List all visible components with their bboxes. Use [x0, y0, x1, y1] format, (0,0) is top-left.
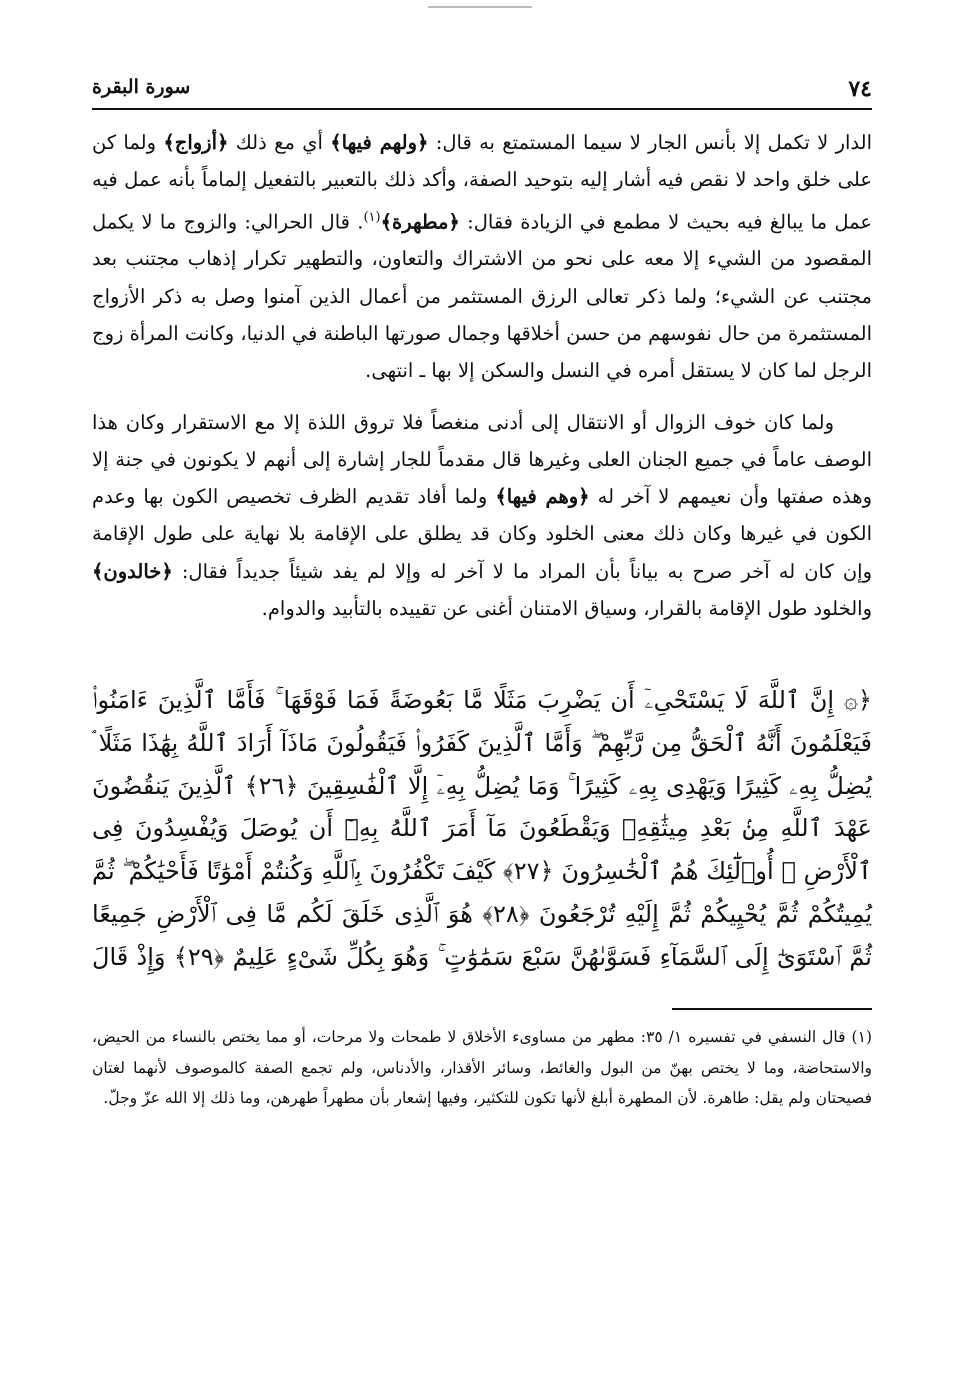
paragraph-text: ولما أفاد تقديم الظرف تخصيص الكون بها وعدم الكون في غيرها وكان ذلك معنى الخلود وكان قد يطلق على الإقامة بلا نهاية على طول الإقامة وإن كان له آخر صرح به بياناً بأن المراد ما لا آخر له وإلا لم يفد شيئاً جديداً فقال: [92, 485, 872, 583]
paragraph-text: أي مع ذلك [228, 131, 331, 154]
commentary-text [92, 124, 872, 627]
quran-quote: ﴿أزواج﴾ [163, 131, 229, 154]
footnote-text: قال النسفي في تفسيره ١/ ٣٥: مطهر من مساوىء الأخلاق لا طمحات ولا مرحات، أو مما يختص بالنساء من الحيض، والاستحاضة، وما لا يختص بهنّ من البول والغائط، وسائر الأقذار، والأدناس، ولم تجمع الصفة كالموصوف لأنهما لغتان فصيحتان ولم يقل: طاهرة. لأن المطهرة أبلغ لأنها تكون للتكثير، وفيها إشعار بأن مطهراً طهرهن، وما ذلك إلا الله عزّ وجلّ. [92, 1028, 872, 1108]
quran-quote: ﴿مطهرة﴾ [380, 210, 460, 234]
quran-quote: ﴿خالدون﴾ [92, 559, 173, 583]
paragraph-text: . قال الحرالي: والزوج ما لا يكمل المقصود من الشيء إلا معه على نحو من الاشتراك والتعاون، والتطهير تكرار إذهاب مجتنب بعد مجتنب عن الشيء؛ ولما ذكر تعالى الرزق المستثمر من أعمال الذين آمنوا وصل به ذكر الأزواج المستثمرة من حال نفوسهم من حسن أخلاقها وجمال صورتها الباطنة في الدنيا، وكانت المرأة زوج الرجل لما كان لا يستقل أمره في النسل والسكن إلا بها ـ انتهى. [92, 210, 872, 383]
book-page [92, 76, 872, 1366]
top-scan-mark [428, 6, 532, 8]
quran-verses-block: ﴿۞ إِنَّ ٱللَّهَ لَا يَسْتَحْىِۦٓ أَن يَضْرِبَ مَثَلًا مَّا بَعُوضَةً فَمَا فَوْقَهَا ۚ فَأَمَّا ٱلَّذِينَ ءَامَنُوا۟ فَيَعْلَمُونَ أَنَّهُ ٱلْحَقُّ مِن رَّبِّهِمْ ۖ وَأَمَّا ٱلَّذِينَ كَفَرُوا۟ فَيَقُولُونَ مَاذَآ أَرَادَ ٱللَّهُ بِهَٰذَا مَثَلًا ۘ يُضِلُّ بِهِۦ كَثِيرًا وَيَهْدِى بِهِۦ كَثِيرًا ۚ وَمَا يُضِلُّ بِهِۦٓ إِلَّا ٱلْفَٰسِقِينَ ﴿٢٦﴾ ٱلَّذِينَ يَنقُضُونَ عَهْدَ ٱللَّهِ مِنۢ بَعْدِ مِيثَٰقِهِۦ وَيَقْطَعُونَ مَآ أَمَرَ ٱللَّهُ بِهِۦٓ أَن يُوصَلَ وَيُفْسِدُونَ فِى ٱلْأَرْضِ ۚ أُو۟لَٰٓئِكَ هُمُ ٱلْخَٰسِرُونَ ﴿٢٧﴾ كَيْفَ تَكْفُرُونَ بِٱللَّهِ وَكُنتُمْ أَمْوَٰتًا فَأَحْيَٰكُمْ ۖ ثُمَّ يُمِيتُكُمْ ثُمَّ يُحْيِيكُمْ ثُمَّ إِلَيْهِ تُرْجَعُونَ ﴿٢٨﴾ هُوَ ٱلَّذِى خَلَقَ لَكُم مَّا فِى ٱلْأَرْضِ جَمِيعًا ثُمَّ ٱسْتَوَىٰٓ إِلَى ٱلسَّمَآءِ فَسَوَّىٰهُنَّ سَبْعَ سَمَٰوَٰتٍ ۚ وَهُوَ بِكُلِّ شَىْءٍ عَلِيمٌ ﴿٢٩﴾ وَإِذْ قَالَ [92, 686, 872, 971]
commentary-paragraph [92, 124, 872, 390]
surah-title: سورة البقرة [92, 76, 191, 98]
commentary-paragraph [92, 404, 872, 628]
paragraph-text: الدار لا تكمل إلا بأنس الجار لا سيما المستمتع به قال: [428, 131, 872, 154]
footnote-number: (١) [851, 1028, 872, 1047]
paragraph-text: ولما كان خوف الزوال أو الانتقال إلى أدنى منغصاً فلا تروق اللذة إلا مع الاستقرار وكان هذا الوصف عاماً في جميع الجنان العلى وغيرها قال مقدماً للجار إشارة إلى أنهم لا يكونون في جنة إلا وهذه صفتها وأن نعيمهم لا آخر له [92, 410, 872, 509]
quran-quote: ﴿ولهم فيها﴾ [330, 131, 429, 154]
paragraph-text: والخلود طول الإقامة بالقرار، وسياق الامتنان أغنى عن تقييده بالتأبيد والدوام. [261, 597, 872, 621]
footnote-divider [672, 1008, 872, 1010]
footnote [92, 1022, 872, 1114]
quran-quote: ﴿وهم فيها﴾ [495, 485, 590, 509]
paragraph-text: ولما كن على خلق واحد لا نقص فيه أشار إليه بتوحيد الصفة، وأكد ذلك بالتعبير بالتفعيل إلماماً بأنه عمل فيه عمل ما يبالغ فيه بحيث لا مطمع في الزيادة فقال: [92, 131, 872, 234]
page-header [92, 76, 872, 110]
footnote-reference: (١) [363, 209, 381, 225]
page-number: ٧٤ [848, 76, 872, 102]
